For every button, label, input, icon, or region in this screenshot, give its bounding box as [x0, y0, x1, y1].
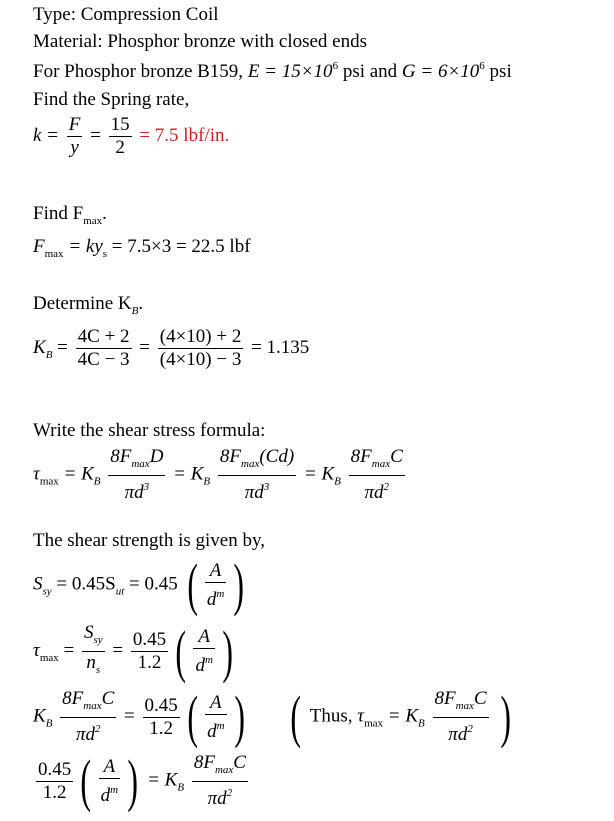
kb-heading — [33, 293, 143, 317]
modulus-g-exponent: 6 — [479, 60, 485, 72]
properties-unit: psi — [489, 61, 512, 82]
thus-label: Thus, — [309, 705, 353, 727]
tau2-ssy-sub: sy — [93, 634, 103, 646]
kb3-d: d — [207, 720, 217, 742]
spring-rate-eq: = — [90, 124, 101, 146]
shear-eq-k2: = K — [173, 463, 204, 485]
tau2-ns-sub: s — [95, 664, 101, 676]
shear-den2: πd — [244, 482, 264, 503]
fmax-heading — [33, 203, 107, 227]
shear-eq-k1: = K — [63, 463, 94, 485]
kb-result: = 1.135 — [251, 336, 310, 358]
note-eq-k: = K — [387, 705, 419, 727]
shear-num1: 8F — [110, 446, 132, 467]
final-den: πd — [207, 788, 227, 809]
final-m: m — [110, 783, 119, 796]
note-k-sub: B — [418, 717, 425, 730]
shear-den2-exp: 3 — [263, 481, 270, 493]
final-num-sub: max — [214, 764, 234, 776]
shear-num1-end: D — [149, 446, 164, 467]
tau2-m: m — [204, 654, 213, 666]
strength-m: m — [216, 587, 225, 600]
fmax-rhs: = ky — [68, 236, 103, 257]
fmax-result: = 7.5×3 = 22.5 lbf — [111, 236, 251, 257]
sut-sub: ut — [115, 585, 125, 598]
kb3-num-end: C — [101, 688, 115, 709]
right-paren: ) — [233, 552, 245, 617]
final-coef-den: 1.2 — [42, 781, 67, 803]
kb3-num-sub: max — [83, 700, 102, 712]
kb3-den: πd — [75, 724, 95, 745]
k-lhs: k = — [33, 124, 60, 146]
note-left-paren: ( — [290, 684, 301, 749]
ssy-symbol: S — [33, 573, 43, 595]
tau2-symbol: τ — [33, 639, 40, 661]
properties-prefix: For Phosphor bronze B159, — [33, 61, 244, 82]
fmax-rhs-sub: s — [102, 248, 108, 260]
a-over-dm-3 — [205, 692, 226, 743]
shear-equation — [33, 446, 408, 504]
final-coef — [36, 759, 73, 804]
note-num-sub: max — [455, 700, 474, 712]
kb-num1: 4C + 2 — [77, 326, 130, 347]
kb-heading-end: . — [138, 293, 144, 314]
note-den-exp: 2 — [467, 723, 473, 735]
tau2-a: A — [193, 626, 214, 649]
final-fraction — [192, 752, 248, 810]
ssy-over-ns — [82, 622, 105, 681]
shear-den1: πd — [124, 482, 144, 503]
shear-num3: 8F — [350, 446, 372, 467]
type-line: Type: Compression Coil — [33, 4, 219, 25]
a-over-dm-2 — [193, 626, 214, 677]
coef-fraction — [131, 629, 168, 674]
final-d: d — [100, 784, 111, 806]
shear-fraction-1 — [108, 446, 165, 504]
final-a: A — [99, 756, 120, 779]
left-paren: ( — [175, 618, 187, 684]
shear-fraction-2 — [218, 446, 296, 504]
kb3-a: A — [205, 692, 226, 715]
shear-fraction-3 — [349, 446, 405, 504]
kb3-coef — [143, 695, 180, 740]
tau2-ssy: S — [83, 622, 94, 643]
kb3-den-exp: 2 — [95, 723, 101, 735]
strength-heading: The shear strength is given by, — [33, 530, 265, 551]
deflection-value: 2 — [115, 137, 125, 158]
final-num: 8F — [193, 752, 215, 773]
fmax-heading-end: . — [102, 203, 107, 224]
shear-k1-sub: B — [93, 475, 101, 488]
kb3-coef-num: 0.45 — [144, 694, 178, 716]
right-paren: ) — [233, 684, 245, 749]
tau-sub: max — [39, 475, 59, 488]
shear-heading: Write the shear stress formula: — [33, 420, 266, 441]
kb-den2: (4×10) − 3 — [159, 349, 242, 370]
final-num-end: C — [233, 752, 246, 773]
shear-num2-end: (Cd) — [259, 446, 295, 467]
note-num: 8F — [434, 688, 456, 709]
shear-num2-sub: max — [241, 458, 260, 470]
fmax-lhs-sub: max — [44, 248, 64, 260]
shear-den1-exp: 3 — [143, 481, 150, 493]
shear-den3-exp: 2 — [383, 481, 389, 493]
kb-num2: (4×10) + 2 — [159, 326, 242, 347]
tau2-coef-num: 0.45 — [132, 629, 167, 650]
shear-num3-end: C — [390, 446, 403, 467]
spring-rate-result: = 7.5 lbf/in. — [139, 124, 230, 146]
spring-rate-heading: Find the Spring rate, — [33, 89, 190, 110]
strength-a: A — [205, 560, 226, 583]
fmax-lhs: F — [33, 236, 45, 257]
shear-eq-k3: = K — [303, 463, 335, 485]
right-paren: ) — [127, 748, 139, 813]
kb-den1: 4C − 3 — [77, 349, 130, 370]
left-paren: ( — [186, 552, 198, 617]
properties-line — [33, 60, 512, 83]
tau2-ns: n — [86, 652, 96, 673]
shear-num2: 8F — [219, 446, 242, 467]
kb-lhs: K — [33, 336, 46, 358]
note-num-end: C — [473, 688, 487, 709]
a-over-dm-4 — [99, 756, 120, 807]
thus-note — [286, 684, 516, 749]
left-paren: ( — [80, 748, 92, 813]
kb-heading-text: Determine K — [33, 293, 132, 314]
kb-numeric-fraction — [158, 326, 244, 371]
right-paren: ) — [222, 618, 233, 684]
numeric-fraction — [109, 114, 132, 159]
tau2-sub: max — [39, 651, 59, 664]
kb-equation — [33, 326, 309, 371]
tau2-d: d — [195, 655, 205, 676]
material-line: Material: Phosphor bronze with closed ends — [33, 31, 368, 52]
a-over-dm — [205, 560, 226, 611]
fmax-equation — [33, 236, 251, 260]
shear-den3: πd — [364, 482, 384, 503]
shear-num1-sub: max — [131, 458, 150, 470]
strength-equation — [33, 552, 249, 617]
kb3-m: m — [216, 719, 225, 732]
modulus-e: E = 15×10 — [247, 61, 333, 82]
force-symbol: F — [68, 114, 81, 135]
kb3-k-sub: B — [45, 717, 53, 730]
left-paren: ( — [187, 684, 198, 749]
shear-k2-sub: B — [203, 475, 211, 488]
kb-eq1: = — [57, 336, 68, 358]
note-fraction — [433, 688, 489, 746]
kb-symbolic-fraction — [76, 326, 132, 371]
kb-heading-sub: B — [131, 305, 139, 317]
kb-eq2: = — [139, 336, 150, 358]
fmax-heading-text: Find F — [33, 203, 84, 224]
shear-k3-sub: B — [334, 475, 341, 488]
modulus-g: G = 6×10 — [401, 61, 480, 82]
shear-num3-sub: max — [371, 458, 391, 470]
strength-d: d — [206, 588, 217, 610]
kb3-k: K — [33, 705, 46, 727]
tau-allowable-equation — [33, 618, 237, 684]
ssy-sub: sy — [42, 585, 52, 598]
deflection-symbol: y — [70, 137, 79, 158]
final-equation — [33, 748, 251, 813]
note-den: πd — [448, 724, 468, 745]
final-k-sub: B — [177, 781, 185, 794]
kb-lhs-sub: B — [45, 348, 53, 361]
tau2-coef-den: 1.2 — [137, 652, 162, 673]
kb3-stress-fraction — [60, 688, 116, 746]
note-right-paren: ) — [500, 684, 512, 749]
kb3-num: 8F — [62, 688, 84, 709]
final-eq-k: = K — [147, 769, 178, 791]
tau-symbol: τ — [33, 463, 40, 485]
spring-rate-equation — [33, 114, 229, 159]
note-tau: τ — [357, 705, 365, 727]
strength-eq1: = 0.45S — [56, 573, 116, 595]
kb3-eq: = — [124, 705, 135, 727]
final-den-exp: 2 — [226, 787, 233, 799]
force-over-deflection — [67, 114, 83, 159]
final-coef-num: 0.45 — [38, 758, 72, 780]
fmax-heading-sub: max — [83, 215, 103, 227]
strength-eq2: = 0.45 — [129, 573, 178, 595]
note-tau-sub: max — [364, 717, 384, 730]
tau2-eq2: = — [112, 639, 124, 661]
kb-stress-equation — [33, 684, 249, 749]
modulus-e-exponent: 6 — [332, 60, 339, 72]
properties-mid: psi and — [342, 61, 398, 82]
kb3-coef-den: 1.2 — [149, 717, 174, 739]
tau2-eq1: = — [63, 639, 75, 661]
force-value: 15 — [110, 114, 130, 135]
